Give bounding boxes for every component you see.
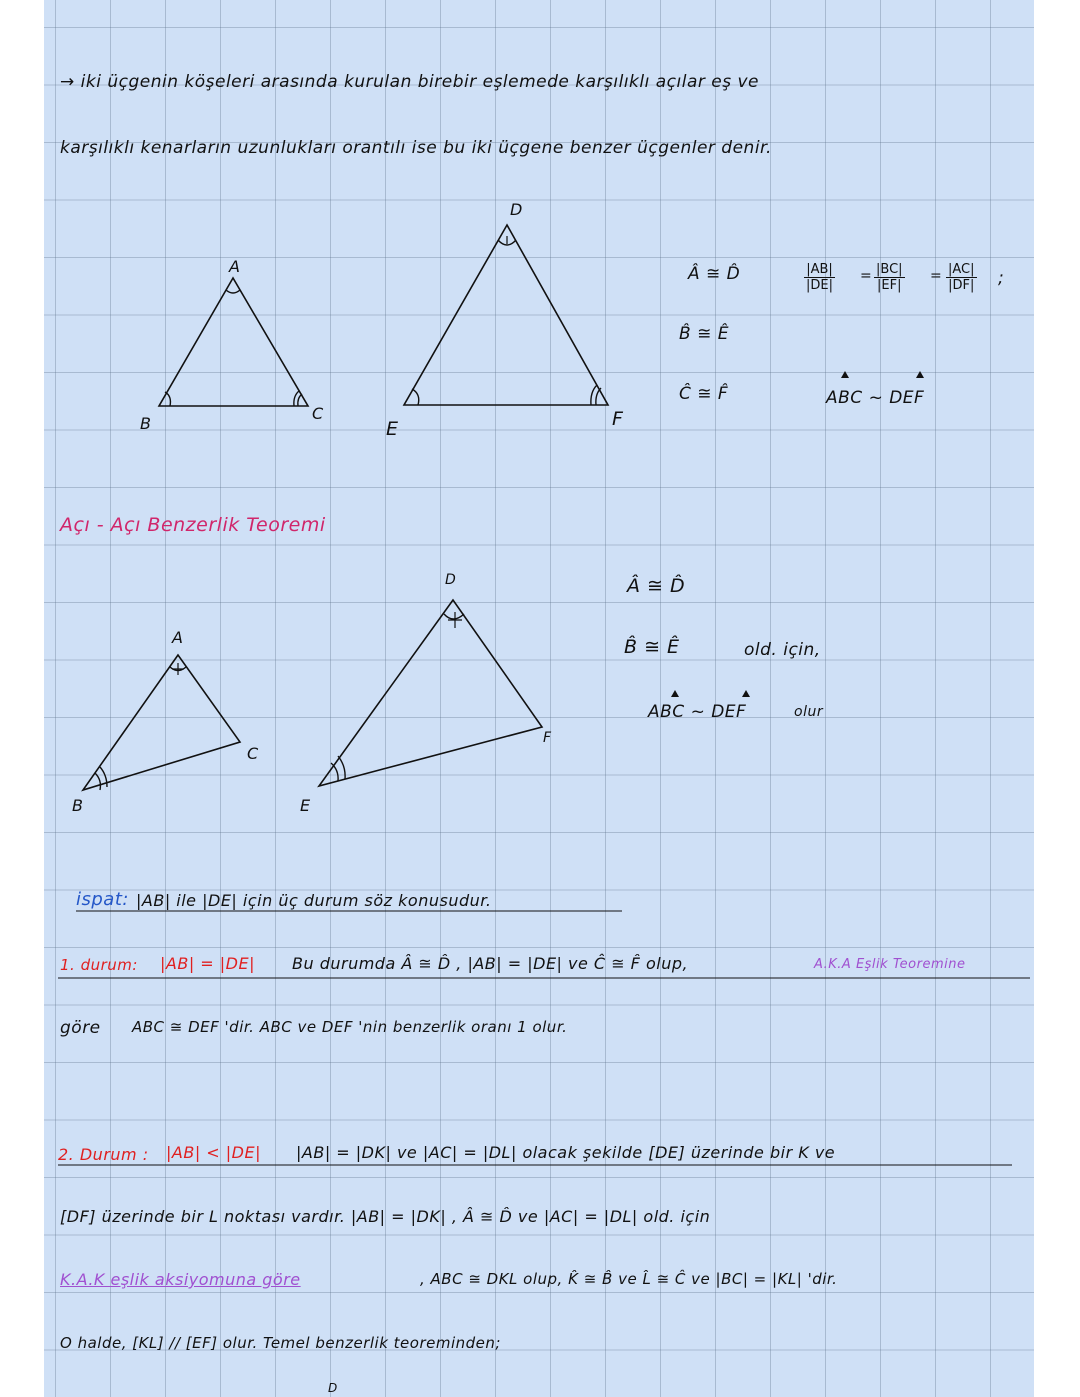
ratio-eq-1: = — [860, 268, 873, 284]
vertex-b-1: B — [140, 414, 151, 433]
theorem-result-suffix: olur — [794, 704, 824, 720]
case1-text: Bu durumda Â ≅ D̂ , |AB| = |DE| ve Ĉ ≅ F̂ olup, — [292, 954, 689, 973]
case2-line2: [DF] üzerinde bir L noktası vardır. |AB| = |DK| , Â ≅ D̂ ve |AC| = |DL| old. için — [60, 1207, 711, 1226]
case2-line3: , ABC ≅ DKL olup, K̂ ≅ B̂ ve L̂ ≅ Ĉ ve |BC| = |KL| 'dir. — [420, 1270, 838, 1288]
triangle-abc-2 — [83, 655, 240, 790]
vertex-c-1: C — [312, 404, 324, 423]
theorem-cond-suffix: old. için, — [744, 640, 821, 660]
case2-text: |AB| = |DK| ve |AC| = |DL| olacak şekilde [DE] üzerinde bir K ve — [296, 1143, 836, 1162]
ratio-eq-2: = — [930, 268, 943, 284]
triangle-def-2 — [319, 600, 542, 786]
vertex-c-2: C — [247, 744, 259, 763]
ratio-ac-df: $\frac{|AC|}{|DF|}$ — [948, 262, 975, 293]
angle-mark-b-2 — [95, 773, 100, 790]
vertex-a-2: A — [172, 628, 183, 647]
case2-line4: O halde, [KL] // [EF] olur. Temel benzerlik teoreminden; — [60, 1334, 501, 1352]
case1-label: 1. durum: — [60, 956, 138, 974]
ratio-bc-ef: $\frac{|BC|}{|EF|}$ — [876, 262, 903, 293]
proof-intro: |AB| ile |DE| için üç durum söz konusudur. — [136, 891, 492, 910]
ratio-end: ; — [998, 268, 1005, 288]
vertex-e-2: E — [300, 796, 311, 815]
congruence-a-d: Â ≅ D̂ — [688, 264, 741, 284]
similar-statement-1: ABC ~ DEF — [826, 388, 925, 408]
case2-reference: K.A.K eşlik aksiyomuna göre — [60, 1270, 301, 1289]
angle-mark-d-2 — [444, 614, 464, 619]
vertex-e-1: E — [386, 418, 399, 440]
definition-line-2: karşılıklı kenarların uzunlukları orantılı ise bu iki üçgene benzer üçgenler denir. — [60, 138, 772, 158]
vertex-f-2: F — [543, 730, 552, 746]
triangle-abc-1 — [159, 278, 308, 406]
triangle-def-1 — [404, 225, 608, 405]
angle-mark-e-1 — [412, 389, 419, 405]
case1-reference: A.K.A Eşlik Teoremine — [814, 957, 966, 972]
vertex-d-2: D — [445, 572, 456, 588]
vertex-b-2: B — [72, 796, 83, 815]
congruence-b-e: B̂ ≅ Ê — [679, 324, 729, 344]
theorem-cond-2: B̂ ≅ Ê — [624, 636, 680, 658]
angle-mark-a-1 — [226, 290, 240, 293]
case1-line2-a: göre — [60, 1018, 101, 1038]
case1-line2-b: ABC ≅ DEF 'dir. ABC ve DEF 'nin benzerlik oranı 1 olur. — [132, 1018, 568, 1036]
theorem-title: Açı - Açı Benzerlik Teoremi — [60, 514, 326, 536]
definition-line-1: → iki üçgenin köşeleri arasında kurulan birebir eşlemede karşılıklı açılar eş ve — [60, 72, 760, 92]
case2-condition: |AB| < |DE| — [166, 1143, 261, 1162]
case1-condition: |AB| = |DE| — [160, 954, 255, 973]
vertex-d-1: D — [510, 200, 523, 219]
theorem-cond-1: Â ≅ D̂ — [627, 575, 686, 597]
bottom-vertex-d: D — [328, 1381, 338, 1395]
ratio-ab-de: $\frac{|AB|}{|DE|}$ — [806, 262, 833, 293]
proof-label: ispat: — [76, 889, 129, 910]
vertex-f-1: F — [612, 408, 623, 430]
congruence-c-f: Ĉ ≅ F̂ — [679, 384, 729, 404]
vertex-a-1: A — [229, 257, 240, 276]
theorem-result: ABC ~ DEF — [648, 702, 747, 722]
case2-label: 2. Durum : — [58, 1145, 149, 1164]
